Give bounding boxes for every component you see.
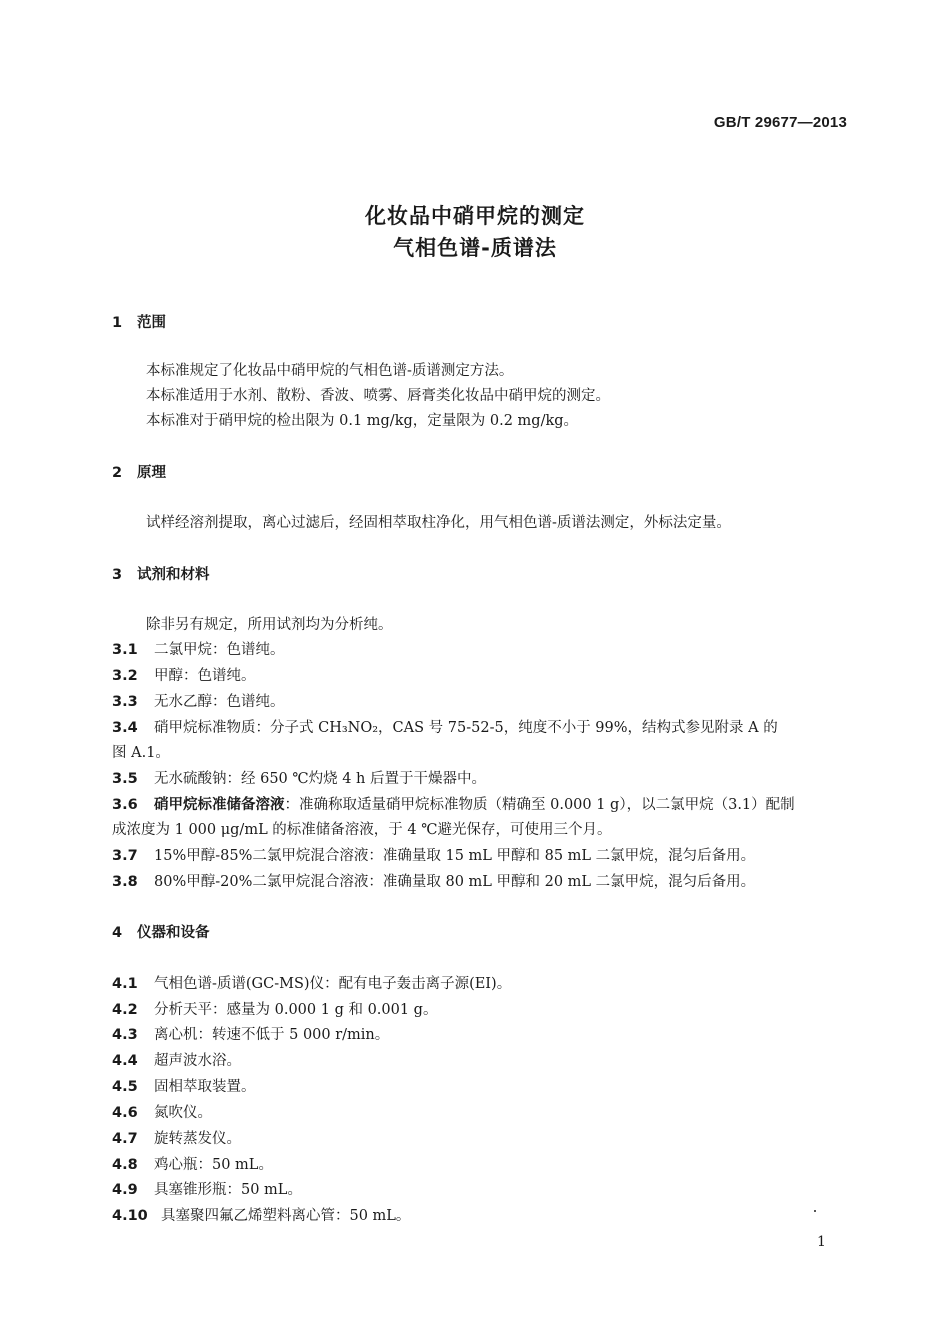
section-title: 仪器和设备 [137,925,210,941]
section-heading-apparatus [112,923,210,943]
item-text: 固相萃取装置。 [154,1079,256,1095]
item-number: 4.7 [112,1131,138,1147]
item-number: 4.2 [112,1002,138,1018]
list-item [112,1206,410,1226]
list-item [112,1180,302,1200]
item-text: 具塞锥形瓶：50 mL。 [154,1182,302,1198]
item-text: 甲醇：色谱纯。 [154,668,256,684]
section-number: 4 [112,925,123,941]
item-number: 3.1 [112,642,138,658]
item-number: 4.6 [112,1105,138,1121]
list-item [112,1103,212,1123]
section-number: 1 [112,315,123,331]
section-title: 试剂和材料 [137,567,210,583]
item-number: 3.4 [112,720,138,736]
section-heading-scope [112,313,166,333]
paragraph: 试样经溶剂提取，离心过滤后，经固相萃取柱净化，用气相色谱-质谱法测定，外标法定量。 [146,515,731,531]
section-heading-reagents [112,565,210,585]
section-number: 2 [112,465,123,481]
list-item [112,1000,437,1020]
item-number: 4.10 [112,1208,148,1224]
item-number: 3.3 [112,694,138,710]
list-item [112,1129,241,1149]
list-item [112,692,285,712]
item-number: 3.5 [112,771,138,787]
page-number: 1 [817,1234,826,1250]
list-item [112,666,256,686]
item-text: 离心机：转速不低于 5 000 r/min。 [154,1027,390,1043]
item-text: 无水硫酸钠：经 650 ℃灼烧 4 h 后置于干燥器中。 [154,771,487,787]
item-number: 4.5 [112,1079,138,1095]
item-number: 3.7 [112,848,138,864]
standard-code: GB/T 29677—2013 [713,114,847,131]
list-item [112,1025,389,1045]
item-number: 4.3 [112,1027,138,1043]
section-title: 范围 [137,315,166,331]
list-item [112,795,795,815]
paragraph: 本标准规定了化妆品中硝甲烷的气相色谱-质谱测定方法。 [146,363,514,379]
item-text: 二氯甲烷：色谱纯。 [154,642,285,658]
list-item [112,1155,273,1175]
list-item [112,769,486,789]
section-title: 原理 [137,465,166,481]
item-continuation: 成浓度为 1 000 μg/mL 的标准储备溶液，于 4 ℃避光保存，可使用三个月。 [112,822,612,838]
paragraph: 除非另有规定，所用试剂均为分析纯。 [146,617,393,633]
section-number: 3 [112,567,123,583]
item-number: 3.6 [112,797,138,813]
list-item [112,872,755,892]
item-number: 4.1 [112,976,138,992]
item-number: 3.8 [112,874,138,890]
item-number: 3.2 [112,668,138,684]
item-text: 氮吹仪。 [154,1105,212,1121]
item-text: 超声波水浴。 [154,1053,241,1069]
item-number: 4.8 [112,1157,138,1173]
item-number: 4.4 [112,1053,138,1069]
list-item [112,846,755,866]
item-text: 具塞聚四氟乙烯塑料离心管：50 mL。 [161,1208,411,1224]
list-item [112,718,778,738]
document-title: 化妆品中硝甲烷的测定 [365,204,585,228]
item-text: 硝甲烷标准物质：分子式 CH₃NO₂，CAS 号 75-52-5，纯度不小于 99%，结构式参见附录 A 的 [154,720,778,736]
paragraph: 本标准适用于水剂、散粉、香波、喷雾、唇膏类化妆品中硝甲烷的测定。 [146,388,610,404]
item-text: 15%甲醇-85%二氯甲烷混合溶液：准确量取 15 mL 甲醇和 85 mL 二氯甲烷，混匀后备用。 [154,848,756,864]
item-number: 4.9 [112,1182,138,1198]
list-item [112,1051,241,1071]
item-text: 鸡心瓶：50 mL。 [154,1157,273,1173]
list-item [112,974,511,994]
item-text: 旋转蒸发仪。 [154,1131,241,1147]
item-text: 无水乙醇：色谱纯。 [154,694,285,710]
section-heading-principle [112,463,166,483]
item-text: ：准确称取适量硝甲烷标准物质（精确至 0.000 1 g），以二氯甲烷（3.1）配制 [284,797,795,813]
list-item [112,1077,256,1097]
item-continuation: 图 A.1。 [112,745,170,761]
item-text: 气相色谱-质谱(GC-MS)仪：配有电子轰击离子源(EI)。 [154,976,512,992]
list-item [112,640,285,660]
document-subtitle: 气相色谱-质谱法 [393,236,557,260]
item-text: 80%甲醇-20%二氯甲烷混合溶液：准确量取 80 mL 甲醇和 20 mL 二氯甲烷，混匀后备用。 [154,874,756,890]
item-text: 分析天平：感量为 0.000 1 g 和 0.001 g。 [154,1002,438,1018]
scan-speck [814,1210,816,1212]
item-term: 硝甲烷标准储备溶液 [154,797,285,813]
paragraph: 本标准对于硝甲烷的检出限为 0.1 mg/kg，定量限为 0.2 mg/kg。 [146,413,579,429]
